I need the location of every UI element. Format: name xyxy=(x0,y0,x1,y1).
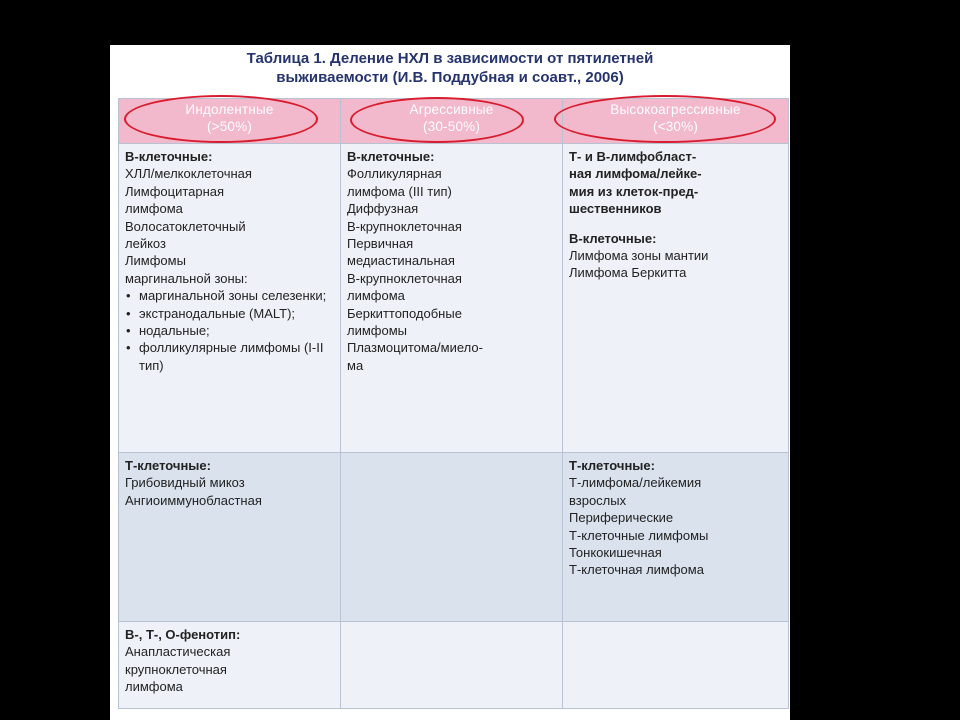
header-highly-aggressive-pct: (<30%) xyxy=(652,119,699,134)
table-row-b-cell xyxy=(119,144,789,453)
cell-heading: В-клеточные: xyxy=(347,149,435,164)
cell-line: Т-клеточные лимфомы xyxy=(569,527,709,543)
cell-line: мия из клеток-пред- xyxy=(569,183,699,199)
cell-line: Лимфоцитарная xyxy=(125,183,225,199)
cell-t-aggressive xyxy=(341,453,563,622)
cell-line: Т-клеточная лимфома xyxy=(569,562,704,578)
cell-b-highly-aggressive xyxy=(563,144,789,453)
cell-heading: Т-клеточные: xyxy=(569,458,655,473)
cell-line: лимфома xyxy=(347,288,405,304)
cell-t-indolent xyxy=(119,453,341,622)
cell-line: В-крупноклеточная xyxy=(347,270,462,286)
cell-heading: В-клеточные: xyxy=(125,149,213,164)
cell-line: ма xyxy=(347,357,364,373)
cell-line: Грибовидный микоз xyxy=(125,475,245,491)
cell-line: лимфома xyxy=(125,679,183,695)
header-highly-aggressive-name: Высокоагрессивные xyxy=(610,102,741,117)
header-highly-aggressive xyxy=(563,99,789,144)
list-item: • экстранодальные (MALT); xyxy=(125,305,334,322)
cell-line: В-крупноклеточная xyxy=(347,218,462,234)
cell-heading: В-, Т-, О-фенотип: xyxy=(125,627,241,642)
caption-line-2: выживаемости (И.В. Поддубная и соавт., 2006) xyxy=(276,69,624,86)
cell-line: маргинальной зоны: xyxy=(125,270,248,286)
list-item: • маргинальной зоны селезенки; xyxy=(125,287,334,304)
cell-line: взрослых xyxy=(569,492,627,508)
header-aggressive-pct: (30-50%) xyxy=(422,119,481,134)
cell-t-highly-aggressive xyxy=(563,453,789,622)
header-indolent-pct: (>50%) xyxy=(206,119,253,134)
header-row xyxy=(119,99,789,144)
cell-line: ная лимфома/лейке- xyxy=(569,166,702,182)
cell-line: лейкоз xyxy=(125,236,166,252)
cell-line: Тонкокишечная xyxy=(569,545,662,561)
cell-line: ХЛЛ/мелкоклеточная xyxy=(125,166,252,182)
header-indolent-name: Индолентные xyxy=(185,102,274,117)
cell-line: крупноклеточная xyxy=(125,661,227,677)
cell-line: Лимфомы xyxy=(125,253,186,269)
cell-line: Анапластическая xyxy=(125,644,231,660)
table-row-o-cell xyxy=(119,622,789,709)
header-indolent xyxy=(119,99,341,144)
list-item: • фолликулярные лимфомы (I-II тип) xyxy=(125,339,334,374)
cell-line: Плазмоцитома/миело- xyxy=(347,340,483,356)
cell-line: Лимфома Беркитта xyxy=(569,265,687,281)
table-caption xyxy=(110,45,790,87)
cell-line: медиастинальная xyxy=(347,253,455,269)
cell-line: Беркиттоподобные xyxy=(347,305,462,321)
cell-line: Т-лимфома/лейкемия xyxy=(569,475,702,491)
caption-line-1: Таблица 1. Деление НХЛ в зависимости от пятилетней xyxy=(246,50,654,67)
cell-b-aggressive xyxy=(341,144,563,453)
spacer xyxy=(569,218,782,230)
list-item: • нодальные; xyxy=(125,322,334,339)
header-aggressive xyxy=(341,99,563,144)
cell-line: лимфома xyxy=(125,201,183,217)
cell-line: Диффузная xyxy=(347,201,419,217)
cell-line: шественников xyxy=(569,201,662,217)
cell-o-highly-aggressive xyxy=(563,622,789,709)
cell-o-indolent xyxy=(119,622,341,709)
lymphoma-table xyxy=(118,98,789,709)
cell-line: Волосатоклеточный xyxy=(125,218,246,234)
table-row-t-cell xyxy=(119,453,789,622)
cell-line: Фолликулярная xyxy=(347,166,442,182)
cell-heading: В-клеточные: xyxy=(569,230,657,246)
cell-heading: Т-клеточные: xyxy=(125,458,211,473)
cell-b-indolent xyxy=(119,144,341,453)
header-aggressive-name: Агрессивные xyxy=(409,102,494,117)
cell-line: Лимфома зоны мантии xyxy=(569,248,709,264)
cell-line: лимфомы xyxy=(347,323,407,339)
cell-o-aggressive xyxy=(341,622,563,709)
cell-line: Т- и В-лимфобласт- xyxy=(569,149,697,164)
cell-line: Ангиоиммунобластная xyxy=(125,492,262,508)
cell-line: Первичная xyxy=(347,236,414,252)
subtype-list xyxy=(125,287,334,374)
slide xyxy=(110,45,790,720)
cell-line: Периферические xyxy=(569,510,674,526)
cell-line: лимфома (III тип) xyxy=(347,183,452,199)
